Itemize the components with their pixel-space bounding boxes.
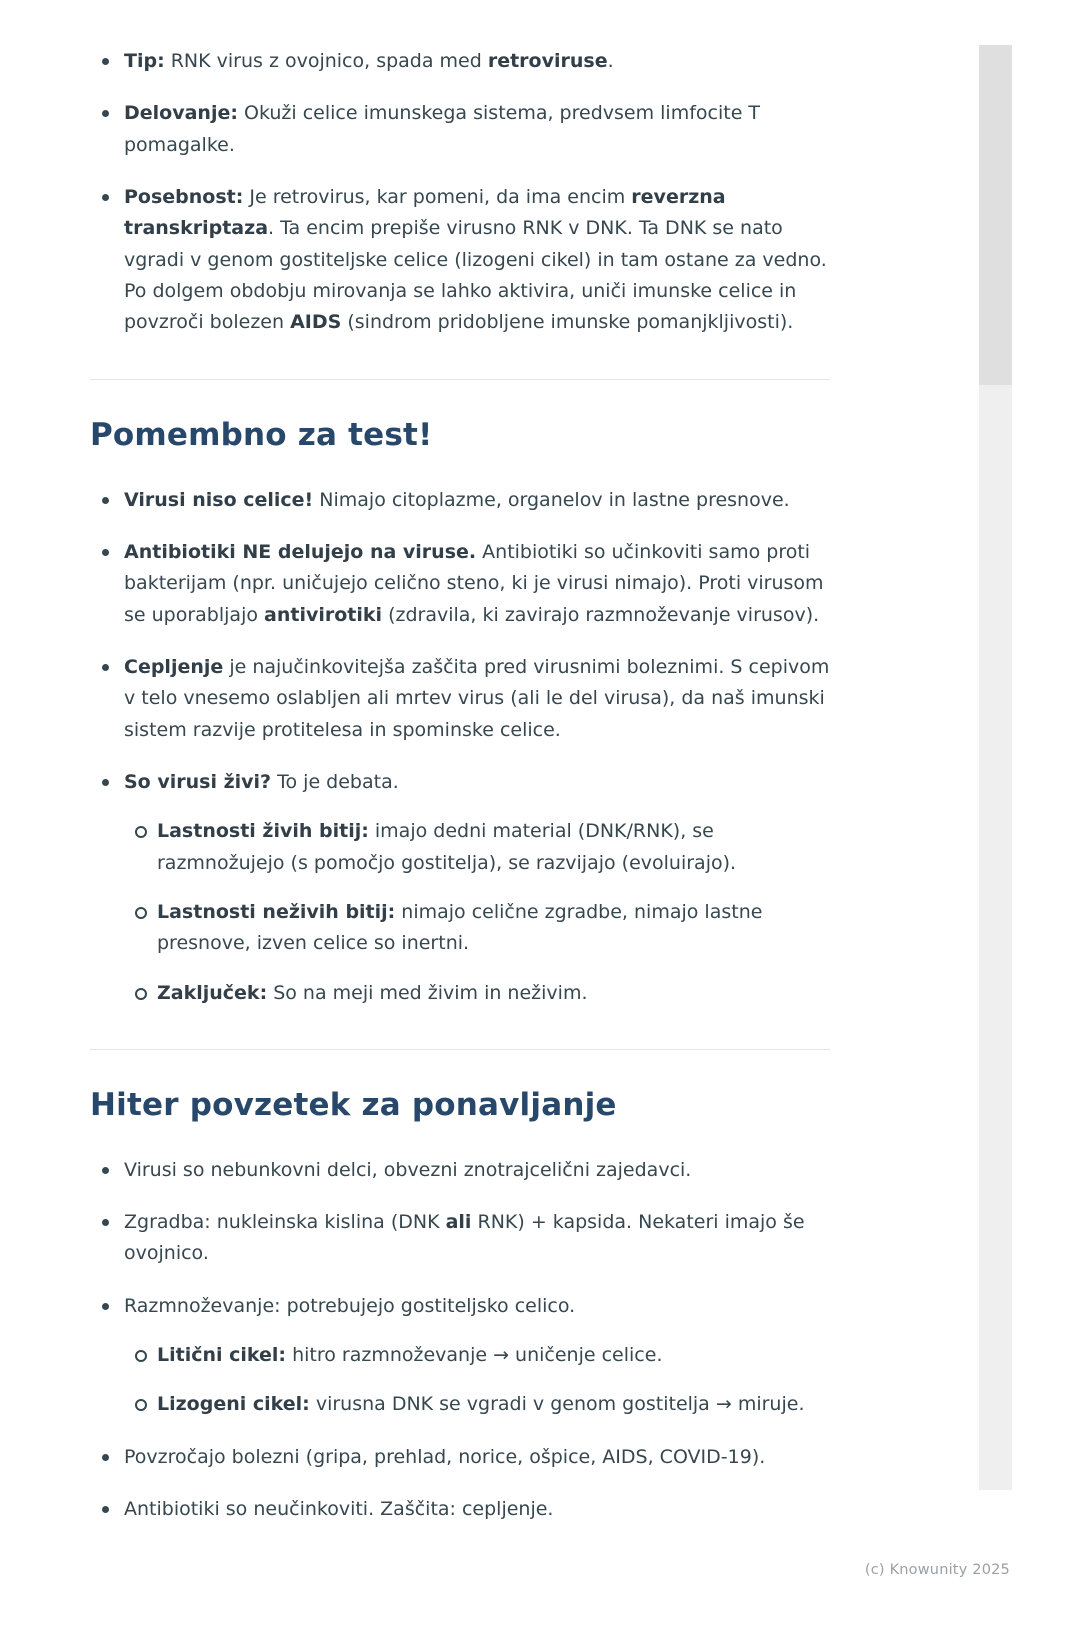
list-item — [90, 46, 830, 77]
list-item-text: Zgradba: nukleinska kislina (DNK ali RNK) + kapsida. Nekateri imajo še ovojnico. — [124, 1211, 805, 1265]
list-item — [90, 1207, 830, 1270]
bullet-list — [90, 485, 830, 1009]
list-item — [124, 897, 830, 960]
list-item-text: Virusi so nebunkovni delci, obvezni znotrajcelični zajedavci. — [124, 1158, 692, 1181]
list-item — [90, 1291, 830, 1421]
bullet-list — [90, 1155, 830, 1526]
list-item — [124, 978, 830, 1009]
list-item — [90, 1494, 830, 1525]
section-important-for-test — [90, 416, 830, 1009]
list-item-text: Cepljenje je najučinkovitejša zaščita pred virusnimi boleznimi. S cepivom v telo vnesemo oslabljen ali mrtev virus (ali le del virusa), da naš imunski sistem razvije protitelesa in spominske celice. — [124, 655, 830, 741]
list-item-text: Lizogeni cikel: virusna DNK se vgradi v genom gostitelja → miruje. — [157, 1393, 805, 1416]
list-item-text: Antibiotiki NE delujejo na viruse. Antibiotiki so učinkoviti samo proti bakterijam (npr. uničujejo celično steno, ki je virusi nimajo). Proti virusom se uporabljajo antivirotiki (zdravila, ki zavirajo razmnoževanje virusov). — [124, 540, 824, 626]
bullet-list — [90, 46, 830, 339]
list-item-text: Antibiotiki so neučinkoviti. Zaščita: cepljenje. — [124, 1498, 554, 1521]
scrollbar-thumb[interactable] — [979, 45, 1012, 385]
list-item-text: Tip: RNK virus z ovojnico, spada med retroviruse. — [124, 50, 614, 72]
list-item-text: Lastnosti neživih bitij: nimajo celične zgradbe, nimajo lastne presnove, izven celice so inertni. — [157, 900, 763, 955]
list-item — [90, 652, 830, 746]
section-heading: Hiter povzetek za ponavljanje — [90, 1086, 617, 1123]
list-item — [90, 98, 830, 161]
list-item — [124, 1340, 830, 1371]
list-item — [90, 1442, 830, 1473]
section-heading: Pomembno za test! — [90, 416, 433, 453]
list-item — [90, 1155, 830, 1186]
list-item-text: Delovanje: Okuži celice imunskega sistema, predvsem limfocite T pomagalke. — [124, 102, 761, 156]
list-item-text: Povzročajo bolezni (gripa, prehlad, norice, ošpice, AIDS, COVID-19). — [124, 1445, 766, 1468]
list-item-text: Lastnosti živih bitij: imajo dedni material (DNK/RNK), se razmnožujejo (s pomočjo gostitelja), se razvijajo (evoluirajo). — [157, 820, 737, 874]
section-quick-summary — [90, 1086, 830, 1526]
list-item-text: Posebnost: Je retrovirus, kar pomeni, da ima encim reverzna transkriptaza. Ta encim prepiše virusno RNK v DNK. Ta DNK se nato vgradi v genom gostiteljske celice (lizogeni cikel) in tam ostane za vedno. Po dolgem obdobju mirovanja se lahko aktivira, uniči imunske celice in povzroči bolezen AIDS (sindrom pridobljene imunske pomanjkljivosti). — [124, 186, 827, 334]
list-item — [124, 816, 830, 879]
section-divider — [90, 1049, 830, 1050]
list-item-text: So virusi živi? To je debata. — [124, 770, 399, 793]
list-item-text: Razmnoževanje: potrebujejo gostiteljsko celico. — [124, 1294, 576, 1317]
section-divider — [90, 379, 830, 380]
list-item — [90, 485, 830, 516]
sub-bullet-list — [124, 816, 830, 1009]
section-virus-details — [90, 46, 830, 339]
list-item — [90, 537, 830, 631]
list-item-text: Zaključek: So na meji med živim in neživim. — [157, 981, 588, 1004]
list-item — [124, 1389, 830, 1420]
list-item-text: Litični cikel: hitro razmnoževanje → uničenje celice. — [157, 1344, 663, 1367]
sub-bullet-list — [124, 1340, 830, 1421]
list-item — [90, 767, 830, 1009]
scrollbar-track[interactable] — [979, 45, 1012, 1490]
list-item — [90, 182, 830, 339]
watermark: (c) Knowunity 2025 — [864, 1562, 1010, 1579]
list-item-text: Virusi niso celice! Nimajo citoplazme, organelov in lastne presnove. — [124, 488, 790, 511]
